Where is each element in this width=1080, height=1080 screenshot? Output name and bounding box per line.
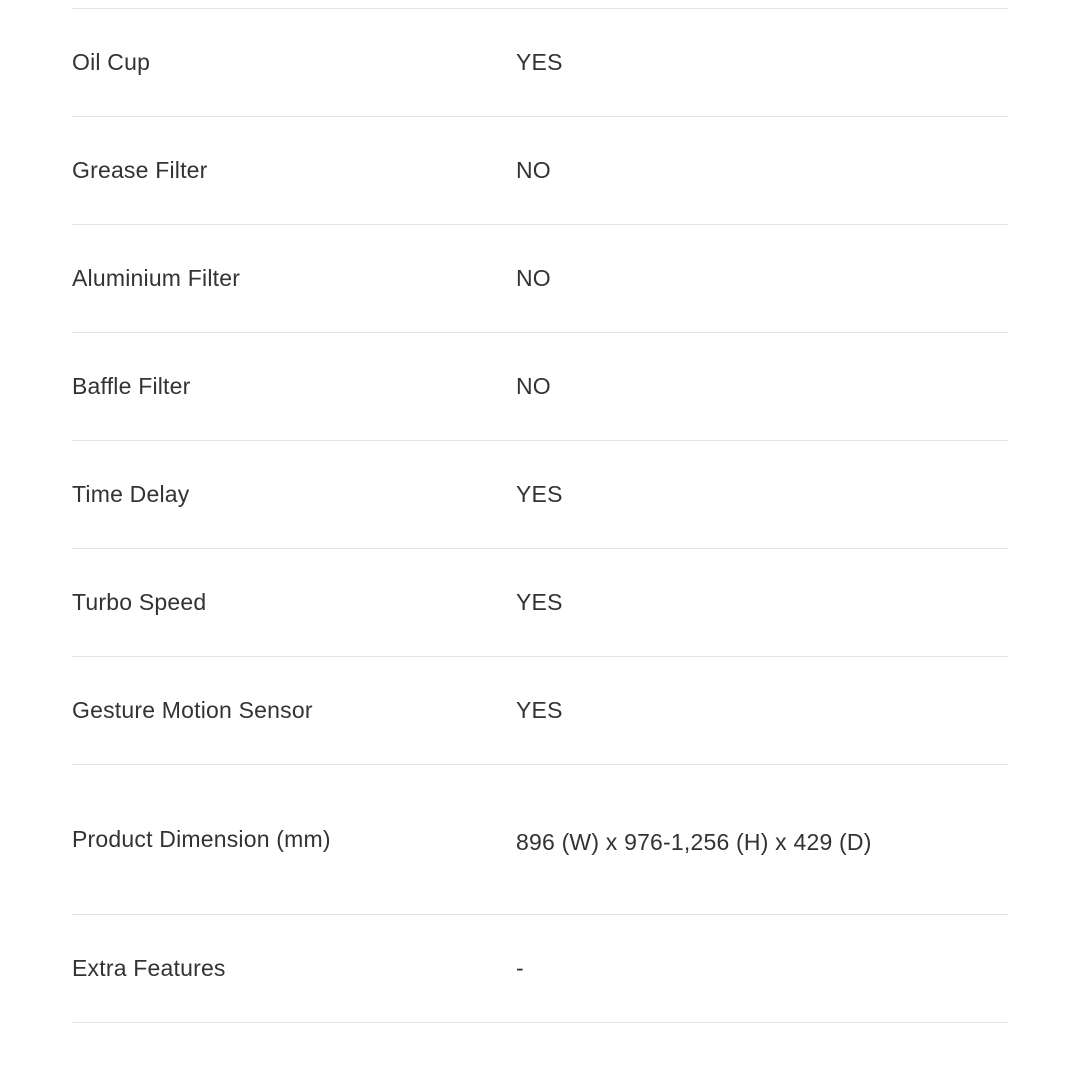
spec-label: Time Delay <box>72 480 190 507</box>
spec-label: Extra Features <box>72 954 226 981</box>
spec-value: 896 (W) x 976-1,256 (H) x 429 (D) <box>516 828 872 855</box>
spec-label: Turbo Speed <box>72 588 207 615</box>
spec-label: Grease Filter <box>72 156 208 183</box>
spec-label: Oil Cup <box>72 48 151 75</box>
spec-row-extra-features <box>72 915 1008 1023</box>
spec-label: Aluminium Filter <box>72 264 241 291</box>
spec-row-time-delay <box>72 441 1008 549</box>
spec-row-aluminium-filter <box>72 225 1008 333</box>
spec-row-baffle-filter <box>72 333 1008 441</box>
spec-label: Gesture Motion Sensor <box>72 696 313 723</box>
spec-value: YES <box>516 588 563 615</box>
spec-value: NO <box>516 264 551 291</box>
spec-value: YES <box>516 48 563 75</box>
spec-value: YES <box>516 480 563 507</box>
spec-row-grease-filter <box>72 117 1008 225</box>
spec-label: Baffle Filter <box>72 372 191 399</box>
spec-row-oil-cup <box>72 9 1008 117</box>
specification-table <box>72 8 1008 1023</box>
spec-row-turbo-speed <box>72 549 1008 657</box>
spec-row-gesture-motion-sensor <box>72 657 1008 765</box>
spec-value: NO <box>516 372 551 399</box>
spec-value: YES <box>516 696 563 723</box>
spec-label: Product Dimension (mm) <box>72 825 331 852</box>
spec-value: NO <box>516 156 551 183</box>
spec-value: - <box>516 954 524 981</box>
spec-row-product-dimension <box>72 765 1008 915</box>
